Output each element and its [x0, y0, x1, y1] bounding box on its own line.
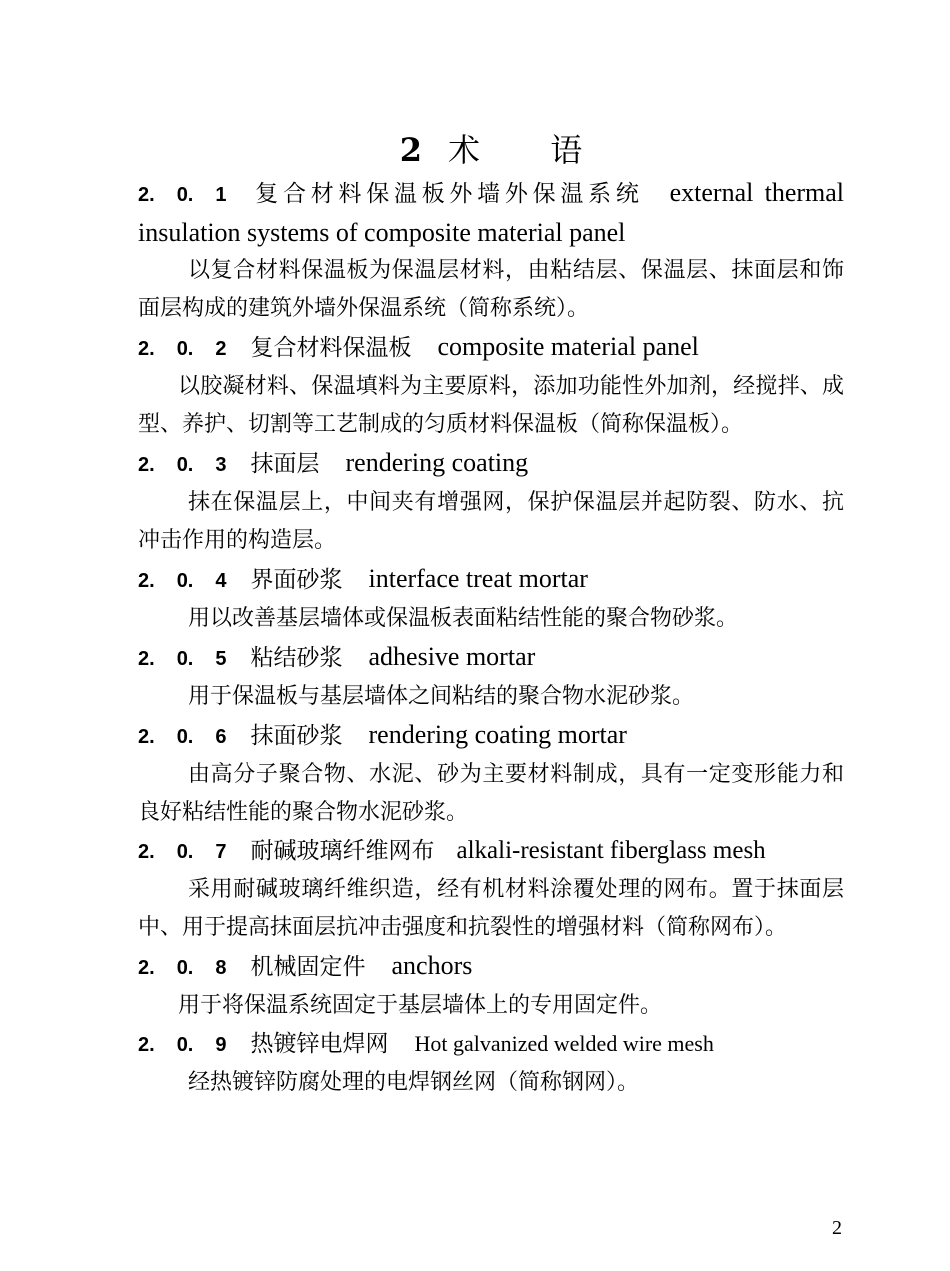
term-entry [138, 638, 844, 716]
term-name-cn: 抹面层 [250, 451, 320, 477]
term-entry [138, 174, 844, 328]
term-name-cn: 机械固定件 [250, 954, 366, 980]
term-heading [138, 1025, 844, 1064]
document-page [138, 128, 844, 1102]
term-number: 2. 0. 3 [138, 454, 227, 476]
term-heading [138, 328, 844, 368]
term-number: 2. 0. 7 [138, 841, 227, 863]
term-definition: 用于将保温系统固定于基层墙体上的专用固定件。 [178, 993, 663, 1018]
term-entry [138, 716, 844, 832]
term-entry [138, 560, 844, 638]
term-definition: 用以改善基层墙体或保温板表面粘结性能的聚合物砂浆。 [188, 606, 739, 631]
term-name-cn: 抹面砂浆 [250, 723, 343, 749]
term-definition: 由高分子聚合物、水泥、砂为主要材料制成，具有一定变形能力和良好粘结性能的聚合物水泥砂浆。 [138, 762, 844, 825]
term-name-en: alkali-resistant fiberglass mesh [456, 837, 766, 864]
term-name-cn: 复合材料保温板 [250, 335, 412, 361]
term-heading [138, 832, 844, 871]
term-number: 2. 0. 9 [138, 1034, 227, 1056]
term-definition: 以复合材料保温板为保温层材料，由粘结层、保温层、抹面层和饰面层构成的建筑外墙外保温系统（简称系统）。 [138, 258, 844, 321]
term-number: 2. 0. 2 [138, 338, 227, 360]
term-definition: 采用耐碱玻璃纤维织造，经有机材料涂覆处理的网布。置于抹面层中、用于提高抹面层抗冲击强度和抗裂性的增强材料（简称网布）。 [138, 877, 844, 940]
term-name-cn: 粘结砂浆 [250, 645, 343, 671]
term-name-cn: 热镀锌电焊网 [250, 1031, 389, 1057]
term-name-cn: 复合材料保温板外墙外保温系统 [250, 181, 644, 207]
term-entry [138, 1025, 844, 1102]
term-heading [138, 947, 844, 987]
chapter-number: 2 [399, 131, 423, 169]
term-name-en: rendering coating [345, 448, 529, 477]
term-definition: 经热镀锌防腐处理的电焊钢丝网（简称钢网）。 [188, 1070, 640, 1095]
term-name-en: rendering coating mortar [368, 720, 627, 749]
page-number: 2 [832, 1217, 842, 1239]
term-number: 2. 0. 1 [138, 184, 227, 206]
chapter-heading [138, 128, 844, 172]
term-name-en-continued: insulation systems of composite material panel [138, 218, 626, 247]
term-name-en: external thermal [669, 178, 845, 207]
term-definition: 以胶凝材料、保温填料为主要原料，添加功能性外加剂，经搅拌、成型、养护、切割等工艺制成的匀质材料保温板（简称保温板）。 [138, 374, 844, 437]
term-name-en: adhesive mortar [368, 642, 536, 671]
term-entry [138, 832, 844, 947]
term-name-en: anchors [391, 951, 473, 980]
chapter-title: 术 语 [448, 131, 613, 169]
term-heading [138, 444, 844, 484]
term-name-en: Hot galvanized welded wire mesh [414, 1031, 714, 1056]
term-definition: 抹在保温层上，中间夹有增强网，保护保温层并起防裂、防水、抗冲击作用的构造层。 [138, 490, 844, 553]
term-heading [138, 174, 844, 214]
term-number: 2. 0. 5 [138, 648, 227, 670]
term-number: 2. 0. 8 [138, 957, 227, 979]
term-name-cn: 界面砂浆 [250, 567, 343, 593]
term-name-cn: 耐碱玻璃纤维网布 [250, 838, 435, 864]
term-definition: 用于保温板与基层墙体之间粘结的聚合物水泥砂浆。 [188, 684, 695, 709]
term-number: 2. 0. 4 [138, 570, 227, 592]
term-entry [138, 947, 844, 1025]
term-heading [138, 716, 844, 756]
term-number: 2. 0. 6 [138, 726, 227, 748]
term-entry [138, 328, 844, 444]
term-name-en: composite material panel [437, 332, 699, 361]
term-name-en: interface treat mortar [368, 564, 588, 593]
term-entry [138, 444, 844, 560]
term-heading [138, 638, 844, 678]
term-heading [138, 560, 844, 600]
